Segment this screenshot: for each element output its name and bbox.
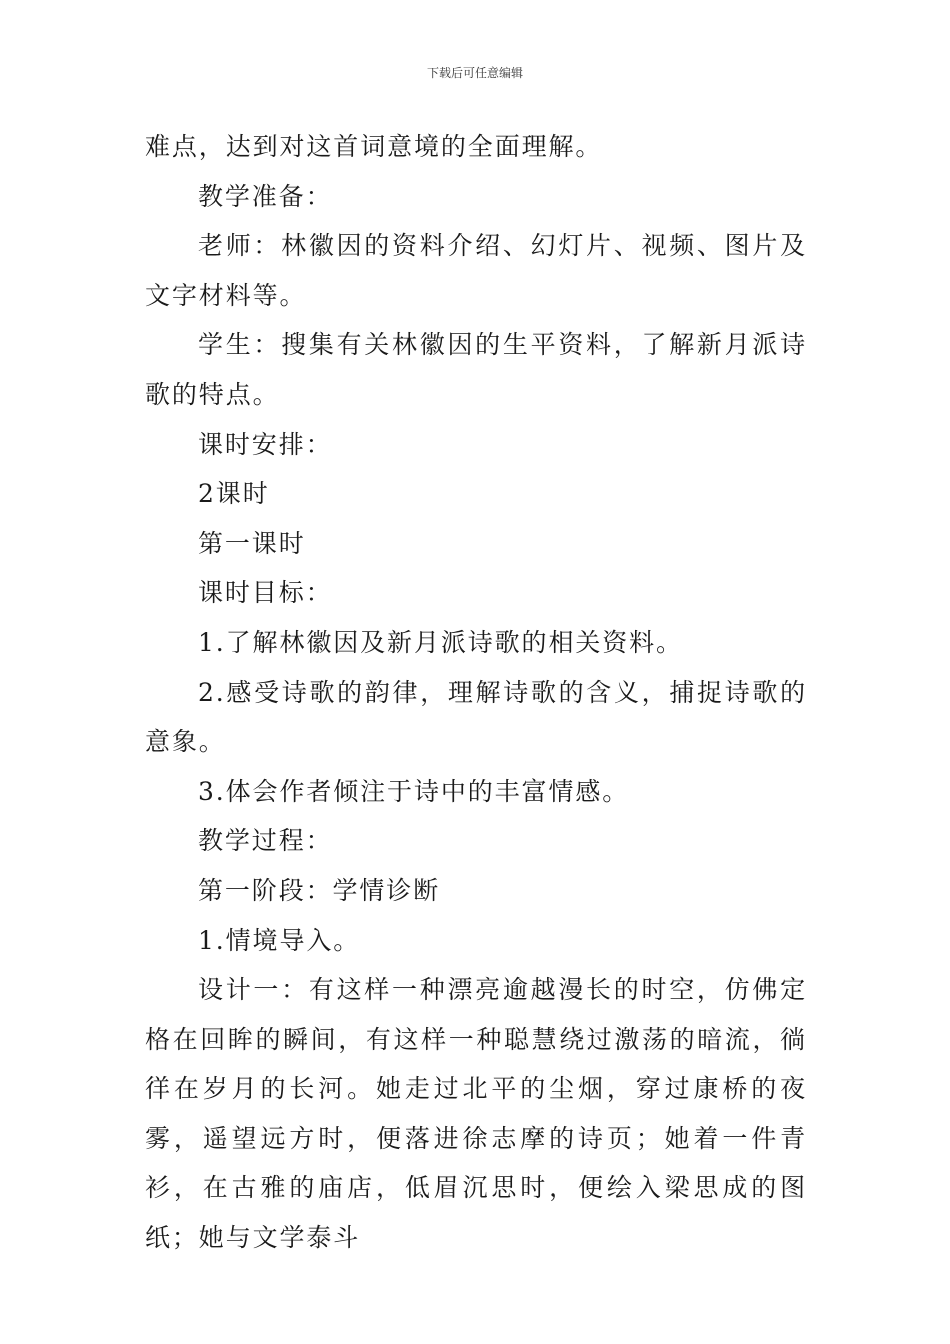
paragraph-process-heading: 教学过程： bbox=[198, 826, 333, 856]
paragraph-teacher-prep: 老师：林徽因的资料介绍、幻灯片、视频、图片及文字材料等。 bbox=[145, 231, 807, 310]
paragraph-continuation: 难点，达到对这首词意境的全面理解。 bbox=[145, 132, 603, 161]
paragraph-goal-2: 2.感受诗歌的韵律，理解诗歌的含义，捕捉诗歌的意象。 bbox=[145, 677, 807, 757]
document-body bbox=[145, 122, 807, 1263]
paragraph-design-one: 设计一：有这样一种漂亮逾越漫长的时空，仿佛定格在回眸的瞬间，有这样一种聪慧绕过激荡的暗流，徜徉在岁月的长河。她走过北平的尘烟，穿过康桥的夜雾，遥望远方时，便落进徐志摩的诗页；她着一件青衫，在古雅的庙店，低眉沉思时，便绘入梁思成的图纸；她与文学泰斗 bbox=[145, 975, 807, 1253]
paragraph-schedule-value: 2课时 bbox=[198, 479, 270, 509]
page-header bbox=[0, 66, 950, 80]
paragraph-schedule-heading: 课时安排： bbox=[198, 429, 333, 459]
paragraph-lesson-one-heading: 第一课时 bbox=[198, 528, 306, 558]
paragraph-goals-heading: 课时目标： bbox=[198, 578, 333, 608]
paragraph-student-prep: 学生：搜集有关林徽因的生平资料，了解新月派诗歌的特点。 bbox=[145, 330, 807, 409]
paragraph-goal-3: 3.体会作者倾注于诗中的丰富情感。 bbox=[198, 776, 630, 806]
paragraph-stage-one-heading: 第一阶段：学情诊断 bbox=[198, 875, 441, 905]
header-text: 下载后可任意编辑 bbox=[426, 66, 523, 80]
paragraph-goal-1: 1.了解林徽因及新月派诗歌的相关资料。 bbox=[198, 627, 683, 657]
paragraph-intro-heading: 1.情境导入。 bbox=[198, 925, 361, 955]
paragraph-teaching-prep-heading: 教学准备： bbox=[198, 181, 333, 211]
